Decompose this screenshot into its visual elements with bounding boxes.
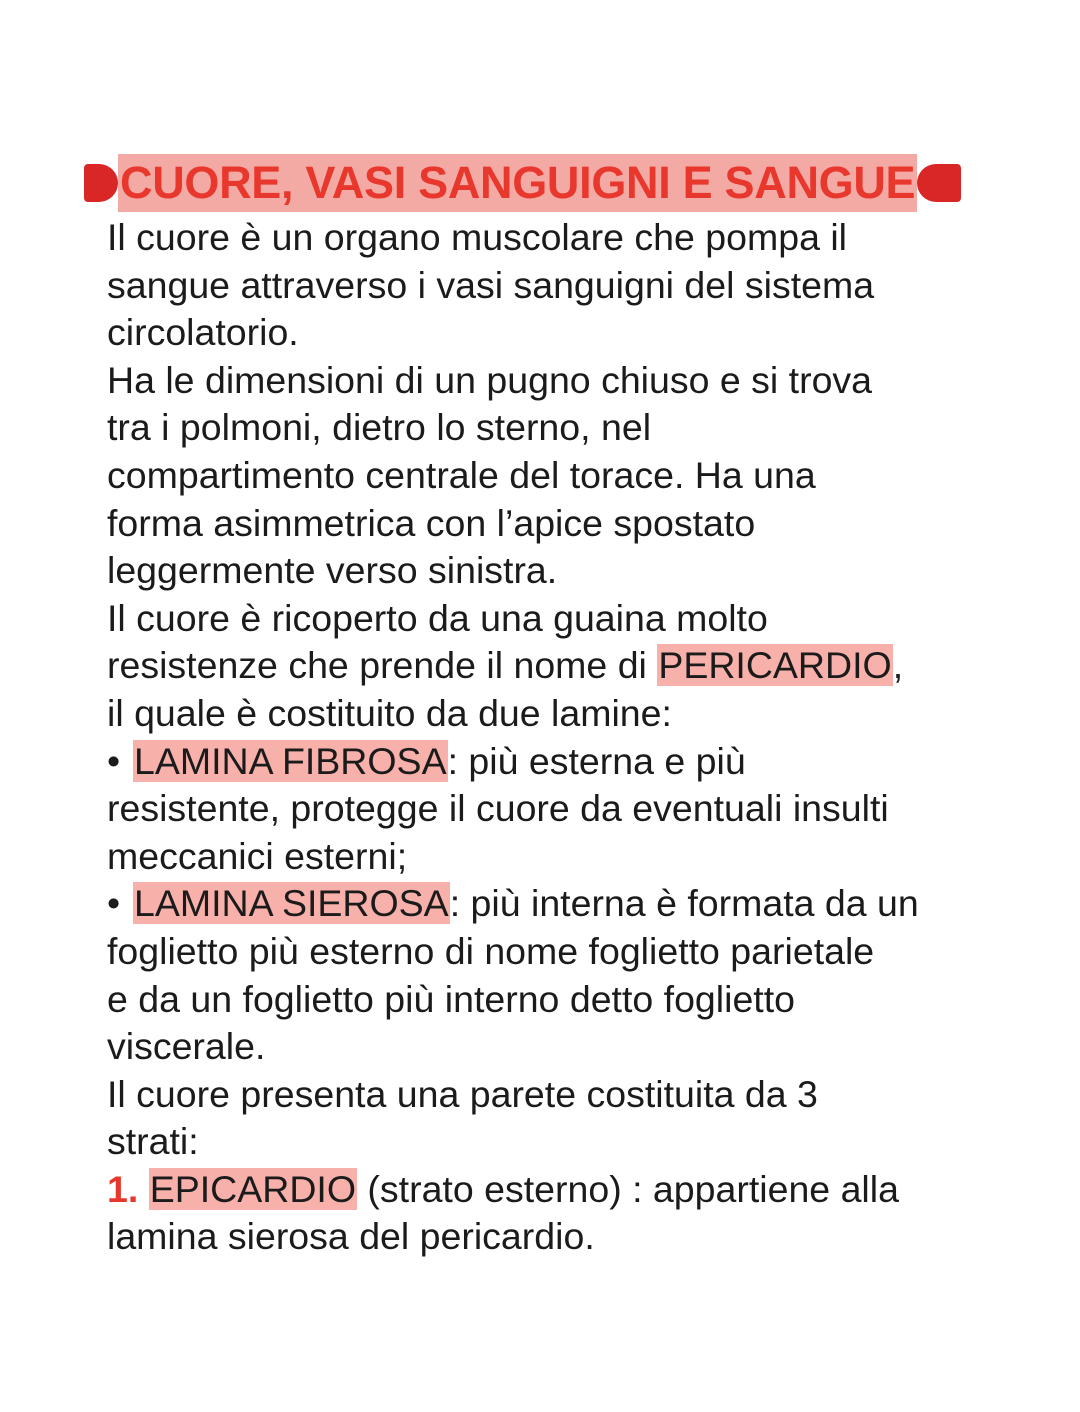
- text-line: viscerale.: [107, 1025, 266, 1068]
- text-line: compartimento centrale del torace. Ha una: [107, 453, 816, 496]
- title-banner: [84, 154, 1000, 212]
- highlight-pericardio: PERICARDIO: [658, 644, 892, 687]
- text-line: Il cuore è un organo muscolare che pompa il: [107, 216, 848, 258]
- text-line: sangue attraverso i vasi sanguigni del sistema: [107, 263, 875, 306]
- text-line: resistente, protegge il cuore da eventuali insulti: [107, 787, 889, 830]
- text-segment: : più interna è formata da un: [449, 882, 919, 925]
- item-number: 1.: [107, 1167, 139, 1210]
- text-segment: ,: [892, 644, 904, 687]
- text-line: foglietto più esterno di nome foglietto parietale: [107, 929, 875, 972]
- bullet-icon: •: [107, 882, 121, 925]
- numbered-item-epicardio: [107, 1166, 987, 1214]
- text-line: lamina sierosa del pericardio.: [107, 1215, 595, 1258]
- title-left-cap-decoration: [84, 164, 118, 202]
- body-text: [107, 214, 987, 1261]
- text-segment: : più esterna e più: [447, 739, 746, 782]
- text-line: il quale è costituito da due lamine:: [107, 691, 672, 734]
- text-line: [107, 642, 987, 690]
- text-segment: (strato esterno) : appartiene alla: [357, 1167, 899, 1210]
- text-line: e da un foglietto più interno detto foglietto: [107, 977, 796, 1020]
- text-line: Il cuore è ricoperto da una guaina molto: [107, 596, 768, 639]
- text-line: leggermente verso sinistra.: [107, 549, 558, 592]
- title-right-cap-decoration: [917, 164, 961, 202]
- highlight-lamina-fibrosa: LAMINA FIBROSA: [134, 739, 447, 782]
- page-title: CUORE, VASI SANGUIGNI E SANGUE: [118, 154, 917, 212]
- text-line: Il cuore presenta una parete costituita da 3: [107, 1072, 818, 1115]
- text-line: meccanici esterni;: [107, 834, 408, 877]
- text-line: circolatorio.: [107, 311, 299, 354]
- text-line: forma asimmetrica con l’apice spostato: [107, 501, 756, 544]
- text-segment: resistenze che prende il nome di: [107, 644, 658, 687]
- highlight-lamina-sierosa: LAMINA SIEROSA: [134, 882, 449, 925]
- text-line: Ha le dimensioni di un pugno chiuso e si trova: [107, 358, 873, 401]
- bullet-item-lamina-sierosa: [107, 880, 987, 928]
- text-line: strati:: [107, 1120, 199, 1163]
- bullet-icon: •: [107, 739, 121, 782]
- highlight-epicardio: EPICARDIO: [149, 1167, 356, 1210]
- text-line: tra i polmoni, dietro lo sterno, nel: [107, 406, 652, 449]
- bullet-item-lamina-fibrosa: [107, 738, 987, 786]
